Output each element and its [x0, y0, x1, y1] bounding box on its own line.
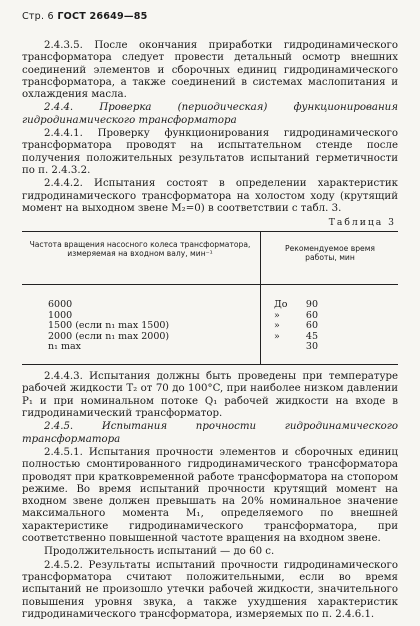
table-column-rule — [260, 232, 261, 364]
table-header-rule — [22, 284, 398, 285]
table-cell-time: 60 — [305, 320, 318, 332]
table-cell-speed: 1500 (если n₁ max 1500) — [48, 320, 170, 332]
section-heading-2-4-5: 2.4.5. Испытания прочности гидродинамического трансформатора — [22, 421, 398, 445]
paragraph-2-4-3-5: 2.4.3.5. После окончания приработки гидродинамического трансформатора следует провести детальный осмотр внешних соединений элементов и сборочных единиц гидродинамического трансформатора, а также соединений в системах маслопитания и охлаждения масла. — [22, 40, 398, 101]
table-cell-speed: 6000 — [48, 299, 73, 311]
table-cell-time: 60 — [305, 309, 318, 321]
paragraph-2-4-4-2: 2.4.4.2. Испытания состоят в определении характеристик гидродинамического трансформатора на холостом ходу (крутящий момент на выходном звене M₂=0) в соответствии с табл. 3. — [22, 178, 398, 214]
table-caption: Таблица 3 — [328, 217, 396, 229]
section-heading-2-4-4: 2.4.4. Проверка (периодическая) функционирования гидродинамического трансформатора — [22, 102, 398, 126]
table-row — [274, 332, 364, 343]
table-row — [274, 342, 364, 353]
paragraph-2-4-4-3: 2.4.4.3. Испытания должны быть проведены при температуре рабочей жидкости T₂ от 70 до 100°C, при наиболее низком давлении P₁ и при номинальном потоке Q₁ рабочей жидкости на входе в гидродинамический трансформатор. — [22, 371, 398, 420]
table-column-speed — [48, 300, 248, 353]
paragraph-2-4-5-2: 2.4.5.2. Результаты испытаний прочности гидродинамического трансформатора считают положительными, если во время испытаний не произошло утечки рабочей жидкости, значительного повышения уровня звука, а также ухудшения характеристик гидродинамического трансформатора, измеряемых по п. 2.4.6.1. — [22, 559, 398, 620]
table-3 — [22, 231, 398, 365]
standard-id: ГОСТ 26649—85 — [57, 11, 148, 22]
table-cell-time: 90 — [305, 299, 318, 311]
table-cell-mark: » — [274, 320, 280, 332]
table-cell-mark — [274, 342, 300, 353]
table-cell-speed: 1000 — [48, 309, 73, 321]
table-header-time: Рекомендуемое время работы, мин — [285, 244, 375, 263]
page-number: Стр. 6 — [22, 11, 54, 22]
table-row — [274, 321, 364, 332]
document-body — [22, 40, 398, 621]
table-cell-speed: 2000 (если n₁ max 2000) — [48, 330, 170, 342]
table-row — [274, 311, 364, 322]
table-column-time — [274, 300, 364, 353]
table-cell-time: 30 — [305, 341, 318, 353]
table-header-speed: Частота вращения насосного колеса трансформатора, измеряемая на входном валу, мин⁻¹ — [29, 240, 251, 259]
paragraph-2-4-4-1: 2.4.4.1. Проверку функционирования гидродинамического трансформатора проводят на испытательном стенде после получения положительных результатов испытаний герметичности по п. 2.4.3.2. — [22, 128, 398, 176]
table-cell-mark: До — [274, 299, 288, 311]
table-cell-time: 45 — [305, 330, 318, 342]
paragraph-2-4-5-1: 2.4.5.1. Испытания прочности элементов и сборочных единиц полностью смонтированного гидродинамического трансформатора проводят при кратковременной работе трансформатора на стопором режиме. Во время испытаний прочности крутящий момент на входном звене должен превышать на 20% номинальное значение максимального момента M₁, определяемого по внешней характеристике гидродинамического трансформатора, при соответственно повышенной частоте вращения на входном звене. — [22, 446, 398, 545]
page-header — [22, 11, 147, 22]
table-cell-mark: » — [274, 330, 280, 342]
table-cell-speed: n₁ max — [48, 341, 81, 353]
table-cell-mark: » — [274, 309, 280, 321]
table-row — [274, 300, 364, 311]
paragraph-duration: Продолжительность испытаний — до 60 с. — [44, 546, 275, 558]
